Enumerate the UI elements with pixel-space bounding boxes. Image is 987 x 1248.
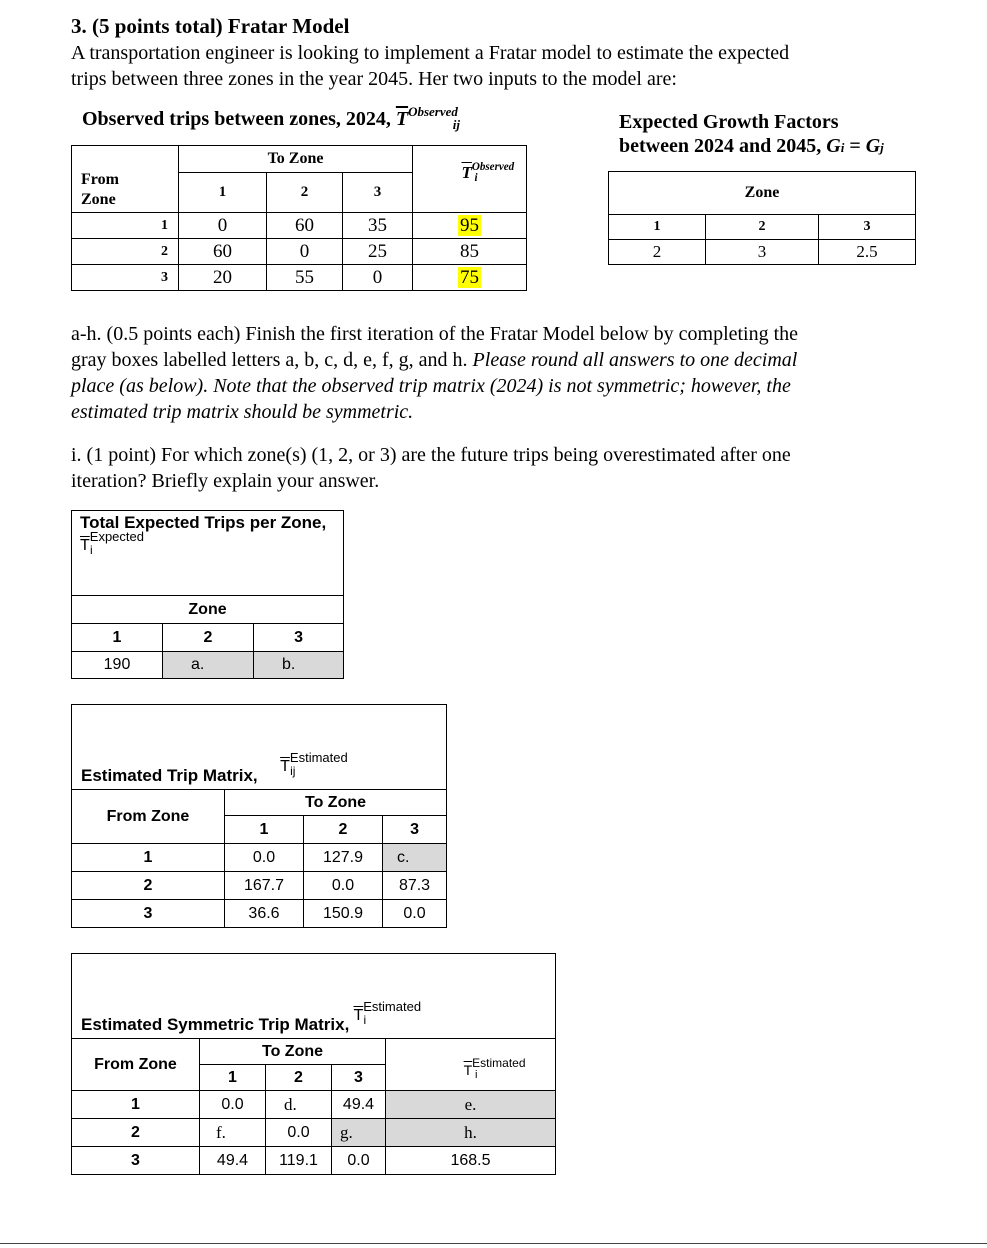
instructions-ah: a-h. (0.5 points each) Finish the first iteration of the Fratar Model below by completing the gray boxes labelled letters a, b, c, d, e, f, g, and h. Please round all answers to one decimal place (as below). Note that the observed trip matrix (2024) is not symmetric; however, the estimated trip matrix should be symmetric. [71,323,799,423]
cell: 0.0 [200,1091,266,1119]
row-zone: 3 [72,1147,200,1175]
cell: 119.1 [266,1147,332,1175]
cell: 0.0 [332,1147,386,1175]
cell: 49.4 [332,1091,386,1119]
cell: 49.4 [200,1147,266,1175]
answer-box-e[interactable]: e. [386,1091,556,1119]
observed-caption: Observed trips between zones, 2024, $\overline{T}^{Observed}ij$ [82,103,460,132]
symmetric-trip-table [71,953,556,1175]
estimated-col-1: 1 [225,816,304,844]
expected-col-3: 3 [254,624,344,652]
intro-line-2: trips between three zones in the year 2045. Her two inputs to the model are: [71,68,677,90]
growth-col-1: 1 [609,215,706,240]
cell: 150.9 [304,900,383,928]
growth-value-1: 2 [609,240,706,265]
table-row [72,239,527,265]
col-header-2: 2 [267,173,343,213]
expected-caption: Total Expected Trips per Zone, $\overline{T}^{Expected}_i$ [72,511,344,596]
table-row [72,844,447,872]
row-total: 95 [413,213,527,239]
page-bottom-rule [0,1243,987,1244]
answer-box-h[interactable]: h. [386,1119,556,1147]
answer-box-d[interactable]: d. [266,1091,332,1119]
cell: 35 [343,213,413,239]
cell: 55 [267,265,343,291]
cell: 60 [267,213,343,239]
expected-col-1: 1 [72,624,163,652]
row-zone: 1 [72,1091,200,1119]
row-zone: 3 [72,265,179,291]
cell: 0.0 [383,900,447,928]
cell: 0 [267,239,343,265]
cell: 0.0 [225,844,304,872]
estimated-col-2: 2 [304,816,383,844]
expected-totals-table [71,510,344,679]
growth-col-2: 2 [706,215,819,240]
observed-symbol: $\overline{T}^{Observed}ij$ [395,103,460,132]
cell: 127.9 [304,844,383,872]
cell: 87.3 [383,872,447,900]
cell: 0.0 [304,872,383,900]
expected-zone-label: Zone [72,596,344,624]
answer-box-c[interactable]: c. [383,844,447,872]
growth-value-3: 2.5 [819,240,916,265]
intro-line-1: A transportation engineer is looking to implement a Fratar model to estimate the expected [71,42,790,64]
cell: 25 [343,239,413,265]
table-row [72,265,527,291]
ti-estimated-header: $\overline{T}Estimated_i$ [386,1039,556,1091]
estimated-to-zone-label: To Zone [225,790,447,816]
symmetric-to-zone-label: To Zone [200,1039,386,1065]
row-total: 85 [413,239,527,265]
row-zone: 1 [72,844,225,872]
question-title: 3. (5 points total) Fratar Model [71,14,350,38]
answer-box-f[interactable]: f. [200,1119,266,1147]
estimated-col-3: 3 [383,816,447,844]
answer-box-b[interactable]: b. [254,652,344,679]
col-header-3: 3 [343,173,413,213]
cell: 0 [179,213,267,239]
cell: 36.6 [225,900,304,928]
answer-box-a[interactable]: a. [163,652,254,679]
instructions-i: i. (1 point) For which zone(s) (1, 2, or 3) are the future trips being overestimated after one iteration? Briefly explain your answer. [71,444,791,492]
col-header-1: 1 [179,173,267,213]
ti-observed-header: $\overline{T}^{Observed}i$ [413,146,527,213]
symmetric-caption: Estimated Symmetric Trip Matrix, $\overline{T}^{Estimated}_i$ [72,954,556,1039]
row-zone: 2 [72,1119,200,1147]
row-total: 168.5 [386,1147,556,1175]
table-row [72,213,527,239]
growth-factor-table [608,171,916,265]
table-row [72,1147,556,1175]
symmetric-col-2: 2 [266,1065,332,1091]
cell: 0 [343,265,413,291]
row-total: 75 [413,265,527,291]
expected-value-1: 190 [72,652,163,679]
cell: 60 [179,239,267,265]
from-zone-label: From Zone [72,146,179,213]
symmetric-from-zone-label: From Zone [72,1039,200,1091]
table-row [72,1119,556,1147]
growth-col-3: 3 [819,215,916,240]
answer-box-g[interactable]: g. [332,1119,386,1147]
table-row [72,1091,556,1119]
symmetric-col-3: 3 [332,1065,386,1091]
row-zone: 3 [72,900,225,928]
observed-trip-table [71,145,527,291]
growth-caption: Expected Growth Factors between 2024 and 2045, Gi = Gj [619,111,884,157]
growth-zone-label: Zone [609,172,916,215]
estimated-from-zone-label: From Zone [72,790,225,844]
cell: 0.0 [266,1119,332,1147]
table-row [72,900,447,928]
row-zone: 1 [72,213,179,239]
cell: 20 [179,265,267,291]
growth-value-2: 3 [706,240,819,265]
estimated-trip-table [71,704,447,928]
estimated-caption: Estimated Trip Matrix, $\overline{T}^{Estimated}_{ij}$ [72,705,447,790]
row-zone: 2 [72,239,179,265]
row-zone: 2 [72,872,225,900]
cell: 167.7 [225,872,304,900]
table-row [72,872,447,900]
to-zone-label: To Zone [179,146,413,173]
expected-col-2: 2 [163,624,254,652]
symmetric-col-1: 1 [200,1065,266,1091]
